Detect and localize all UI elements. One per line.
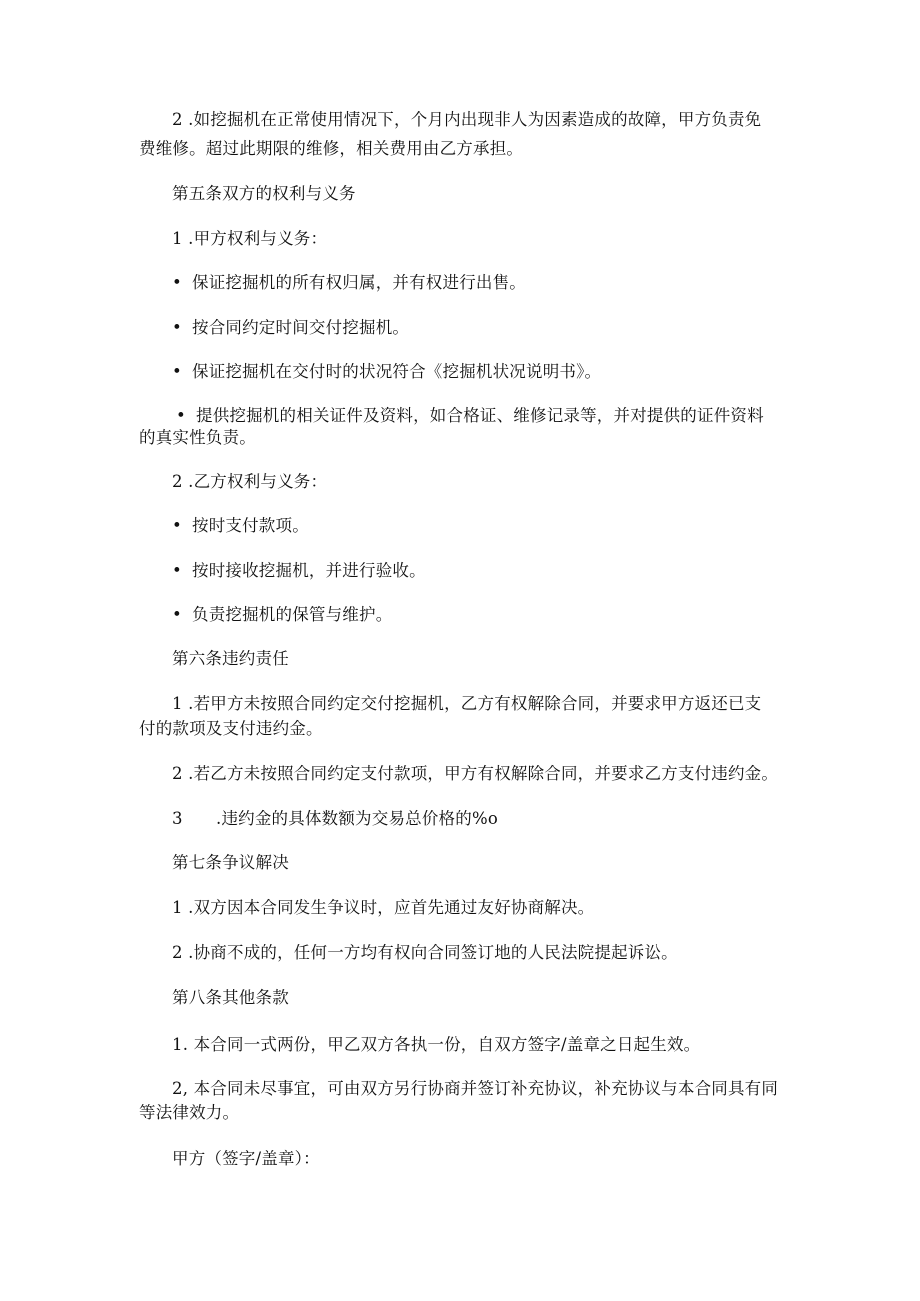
bullet-icon: • bbox=[172, 273, 182, 292]
bullet-icon: • bbox=[172, 362, 182, 381]
bullet-icon: • bbox=[172, 561, 182, 580]
clause-6-item-1-line-2: 付的款项及支付违约金。 bbox=[139, 719, 323, 738]
clause-6-item-3-text: .违约金的具体数额为交易总价格的%o bbox=[216, 809, 498, 828]
party-b-duty-1 bbox=[172, 515, 309, 537]
party-a-duty-2 bbox=[172, 317, 409, 339]
bullet-icon: • bbox=[172, 605, 182, 624]
clause-8-item-1: 1. 本合同一式两份，甲乙双方各执一份，自双方签字/盖章之日起生效。 bbox=[172, 1035, 701, 1054]
clause-5-item-1: 1 .甲方权利与义务： bbox=[172, 229, 328, 248]
clause-5-heading: 第五条双方的权利与义务 bbox=[172, 184, 356, 203]
bullet-icon: • bbox=[176, 406, 186, 425]
party-b-duty-3-text: 负责挖掘机的保管与维护。 bbox=[192, 605, 393, 624]
clause-7-item-2: 2 .协商不成的，任何一方均有权向合同签订地的人民法院提起诉讼。 bbox=[172, 943, 678, 962]
party-a-duty-1 bbox=[172, 272, 526, 294]
bullet-icon: • bbox=[172, 318, 182, 337]
clause-7-item-1: 1 .双方因本合同发生争议时，应首先通过友好协商解决。 bbox=[172, 898, 595, 917]
party-a-duty-4-line-1 bbox=[176, 405, 764, 427]
party-a-signature-label: 甲方（签字/盖章）： bbox=[172, 1149, 320, 1168]
clause-5-item-2: 2 .乙方权利与义务： bbox=[172, 472, 328, 491]
party-a-duty-1-text: 保证挖掘机的所有权归属，并有权进行出售。 bbox=[192, 273, 526, 292]
party-a-duty-4-text: 提供挖掘机的相关证件及资料，如合格证、维修记录等，并对提供的证件资料 bbox=[196, 406, 764, 425]
party-b-duty-1-text: 按时支付款项。 bbox=[192, 516, 309, 535]
clause-8-heading: 第八条其他条款 bbox=[172, 988, 289, 1007]
clause-4-item-2-line-2: 费维修。超过此期限的维修，相关费用由乙方承担。 bbox=[139, 139, 524, 158]
clause-8-item-2-line-2: 等法律效力。 bbox=[139, 1103, 240, 1122]
party-a-duty-4-line-2: 的真实性负责。 bbox=[139, 428, 256, 447]
clause-6-item-1-line-1: 1 .若甲方未按照合同约定交付挖掘机，乙方有权解除合同，并要求甲方返还已支 bbox=[172, 694, 762, 713]
clause-6-heading: 第六条违约责任 bbox=[172, 649, 289, 668]
clause-6-item-2: 2 .若乙方未按照合同约定支付款项，甲方有权解除合同，并要求乙方支付违约金。 bbox=[172, 764, 779, 783]
party-b-duty-2 bbox=[172, 560, 426, 582]
clause-7-heading: 第七条争议解决 bbox=[172, 853, 289, 872]
clause-6-item-3 bbox=[172, 808, 498, 830]
clause-8-item-2-line-1: 2, 本合同未尽事宜，可由双方另行协商并签订补充协议，补充协议与本合同具有同 bbox=[172, 1079, 779, 1098]
party-a-duty-2-text: 按合同约定时间交付挖掘机。 bbox=[192, 318, 410, 337]
party-b-duty-3 bbox=[172, 604, 392, 626]
item-number: 3 bbox=[172, 809, 183, 828]
party-a-duty-3 bbox=[172, 361, 601, 383]
party-a-duty-3-text: 保证挖掘机在交付时的状况符合《挖掘机状况说明书》。 bbox=[192, 362, 602, 381]
clause-4-item-2-line-1: 2 .如挖掘机在正常使用情况下，个月内出现非人为因素造成的故障，甲方负责免 bbox=[172, 110, 762, 129]
party-b-duty-2-text: 按时接收挖掘机，并进行验收。 bbox=[192, 561, 426, 580]
bullet-icon: • bbox=[172, 516, 182, 535]
